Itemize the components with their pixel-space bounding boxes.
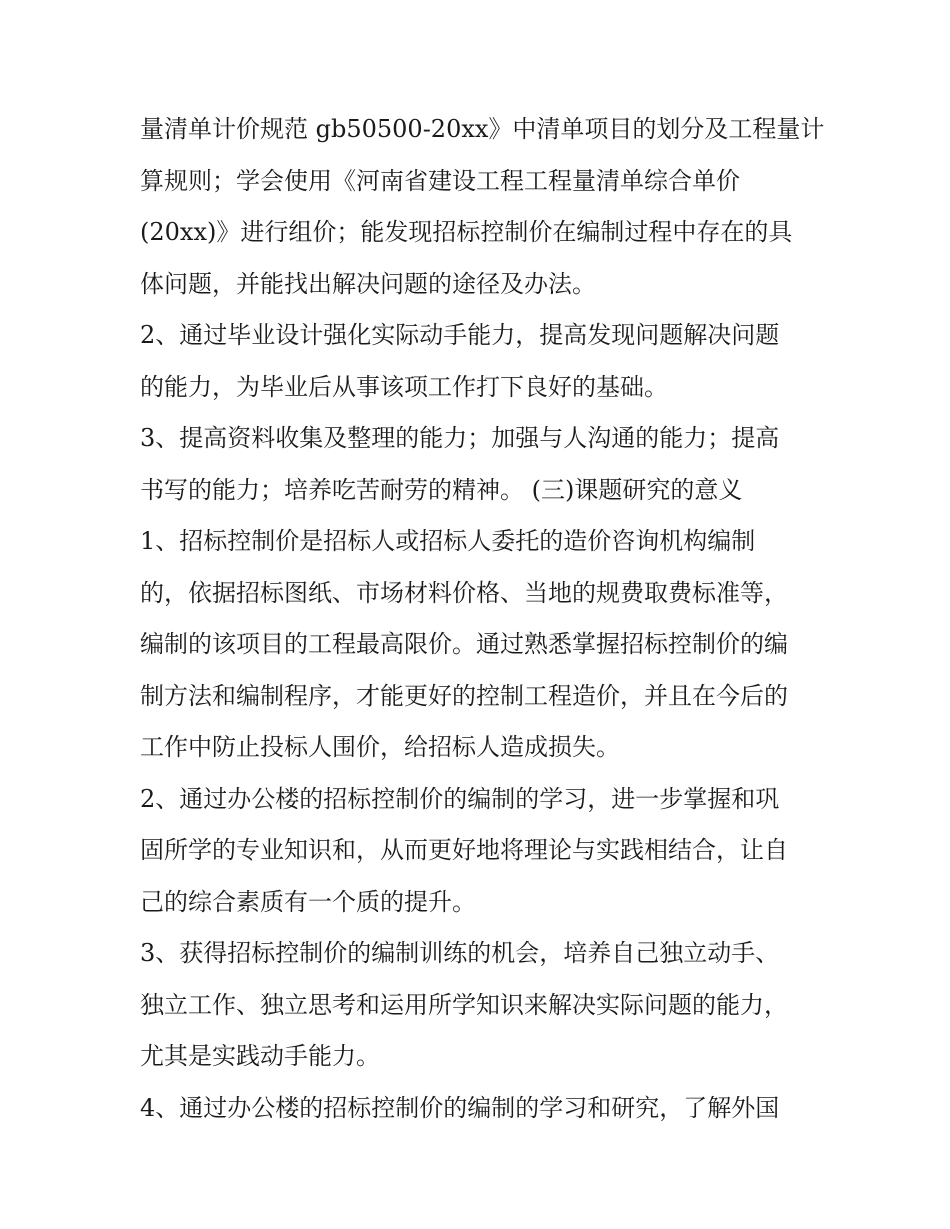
text-line: 编制的该项目的工程最高限价。通过熟悉掌握招标控制价的编 — [140, 630, 788, 658]
text-line: 量清单计价规范 gb50500-20xx》中清单项目的划分及工程量计 — [140, 115, 825, 143]
text-line: 尤其是实践动手能力。 — [140, 1042, 380, 1070]
text-line: 书写的能力；培养吃苦耐劳的精神。 (三)课题研究的意义 — [140, 475, 743, 504]
text-line: 体问题，并能找出解决问题的途径及办法。 — [140, 269, 596, 298]
text-line: 3、获得招标控制价的编制训练的机会，培养自己独立动手、 — [140, 939, 780, 967]
text-line: 3、提高资料收集及整理的能力；加强与人沟通的能力；提高 — [140, 424, 780, 452]
text-line: 独立工作、独立思考和运用所学知识来解决实际问题的能力， — [140, 990, 788, 1019]
text-line: 的能力，为毕业后从事该项工作打下良好的基础。 — [140, 372, 668, 401]
text-line: 的，依据招标图纸、市场材料价格、当地的规费取费标准等， — [140, 578, 788, 607]
text-line: (20xx)》进行组价；能发现招标控制价在编制过程中存在的具 — [140, 218, 793, 246]
text-line: 己的综合素质有一个质的提升。 — [140, 887, 476, 916]
text-line: 2、通过办公楼的招标控制价的编制的学习，进一步掌握和巩 — [140, 784, 780, 813]
text-line: 工作中防止投标人围价，给招标人造成损失。 — [140, 733, 620, 761]
text-line: 2、通过毕业设计强化实际动手能力，提高发现问题解决问题 — [140, 321, 780, 349]
text-line: 算规则；学会使用《河南省建设工程工程量清单综合单价 — [140, 166, 740, 195]
text-line: 4、通过办公楼的招标控制价的编制的学习和研究，了解外国 — [140, 1093, 780, 1122]
text-line: 制方法和编制程序，才能更好的控制工程造价，并且在今后的 — [140, 681, 788, 710]
text-line: 1、招标控制价是招标人或招标人委托的造价咨询机构编制 — [140, 527, 756, 555]
body-text — [140, 104, 825, 1134]
text-line: 固所学的专业知识和，从而更好地将理论与实践相结合，让自 — [140, 836, 788, 864]
